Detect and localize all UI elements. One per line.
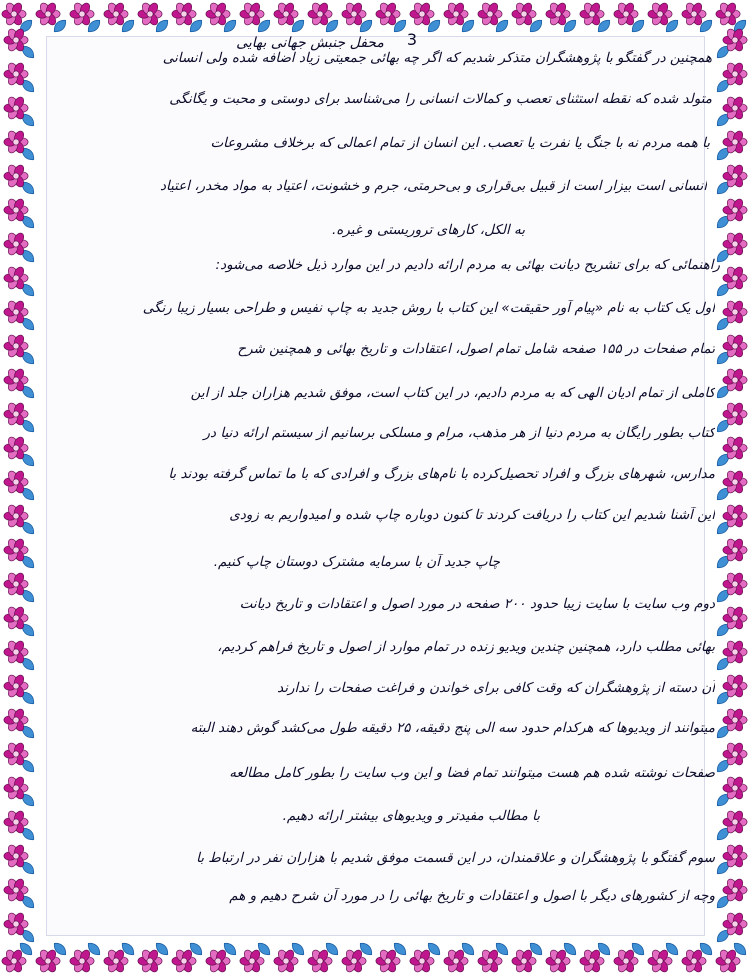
letter-line: به الکل، کارهای تروریستی و غیره. xyxy=(331,222,525,238)
letter-line: دوم وب سایت با سایت زیبا حدود ۲۰۰ صفحه در مورد اصول و اعتقادات و تاریخ دیانت xyxy=(239,596,715,612)
letter-line: آن دسته از پژوهشگران که وقت کافی برای خواندن و فراغت صفحات را ندارند xyxy=(277,680,715,696)
letter-line: با مطالب مفیدتر و ویدیوهای بیشتر ارائه دهیم. xyxy=(282,808,540,824)
letter-line: متولد شده که نقطه استثنای تعصب و کمالات انسانی را می‌شناسد برای دوستی و محبت و یگانگی xyxy=(169,91,712,107)
page-number: 3 xyxy=(406,30,418,49)
letter-line: اول یک کتاب به نام «پیام آور حقیقت» این کتاب با روش جدید به چاپ نفیس و طراحی بسیار زیبا رنگی xyxy=(142,300,715,316)
letter-line: راهنمائی که برای تشریح دیانت بهائی به مردم ارائه دادیم در این موارد ذیل خلاصه می‌شود: xyxy=(215,257,720,273)
letter-line: بهائی مطلب دارد، همچنین چندین ویدیو زنده در تمام موارد از اصول و تاریخ فراهم کردیم، xyxy=(217,639,715,655)
letter-line: چاپ جدید آن با سرمایه مشترک دوستان چاپ کنیم. xyxy=(213,554,500,570)
letter-line: این آشنا شدیم این کتاب را دریافت کردند تا کنون دوباره چاپ شده و امیدواریم به زودی xyxy=(229,507,715,523)
letter-line: با همه مردم نه با جنگ یا نفرت یا تعصب. این انسان از تمام اعمالی که برخلاف مشروعات xyxy=(210,135,710,151)
letter-line: سوم گفتگو با پژوهشگران و علاقمندان، در این قسمت موفق شدیم با هزاران نفر در ارتباط با xyxy=(196,850,715,866)
letter-line: تمام صفحات در ۱۵۵ صفحه شامل تمام اصول، اعتقادات و تاریخ بهائی و همچنین شرح xyxy=(237,341,715,357)
letter-line: کاملی از تمام ادیان الهی که به مردم دادیم، در این کتاب است، موفق شدیم هزاران جلد از این xyxy=(190,385,715,401)
page-title: محفل جنبش جهانی بهایی xyxy=(236,35,384,51)
letter-line: کتاب بطور رایگان به مردم دنیا از هر مذهب، مرام و مسلکی برسانیم از سیستم ارائه دنیا در xyxy=(203,425,715,441)
letter-line: میتوانند از ویدیوها که هرکدام حدود سه الی پنج دقیقه، ۲۵ دقیقه طول می‌کشد گوش دهند البته xyxy=(190,720,715,736)
letter-line: مدارس، شهرهای بزرگ و افراد تحصیل‌کرده با نام‌های بزرگ و افرادی که با ما تماس گرفته بودند با xyxy=(168,466,715,482)
letter-line: همچنین در گفتگو با پژوهشگران متذکر شدیم که اگر چه بهائی جمعیتی زیاد اضافه شده ولی انسانی xyxy=(162,50,712,66)
letter-line: صفحات نوشته شده هم هست میتوانند تمام فضا و این وب سایت را بطور کامل مطالعه xyxy=(229,765,715,781)
letter-line: انسانی است بیزار است از قبیل بی‌قراری و بی‌حرمتی، جرم و خشونت، اعتیاد به مواد مخدر، اعتیاد xyxy=(159,178,707,194)
letter-line: وچه از کشورهای دیگر با اصول و اعتقادات و تاریخ بهائی را در مورد آن شرح دهیم و هم xyxy=(229,888,715,904)
